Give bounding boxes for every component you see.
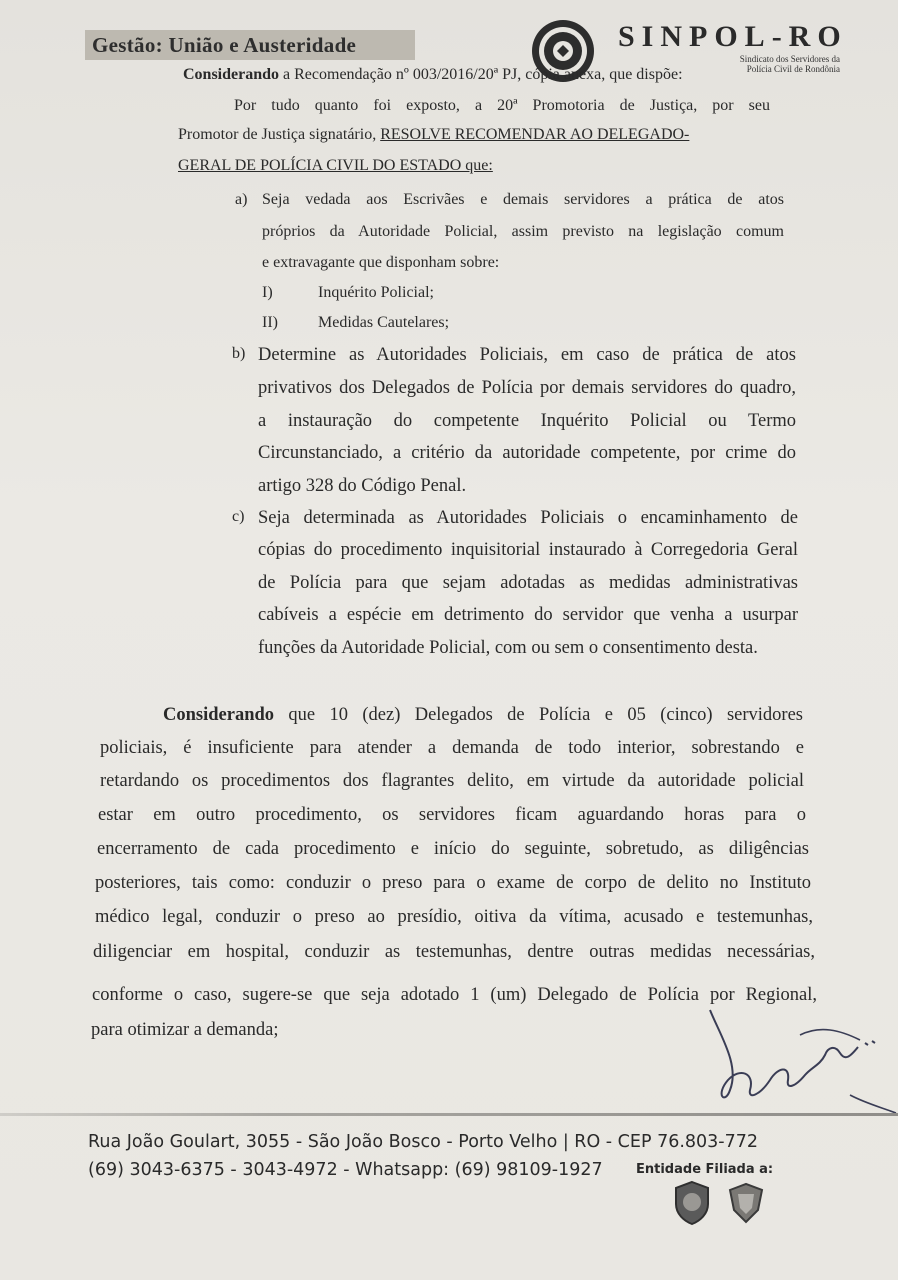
intro-bold: Considerando — [183, 66, 280, 83]
para2-line: conforme o caso, sugere-se que seja adotado 1 (um) Delegado de Polícia por Regional, — [92, 985, 817, 1005]
para1-line: GERAL DE POLÍCIA CIVIL DO ESTADO que: — [178, 157, 493, 174]
item-c-line: Seja determinada as Autoridades Policiais o encaminhamento de — [258, 508, 798, 528]
item-c-line: cópias do procedimento inquisitorial instaurado à Corregedoria Geral — [258, 540, 798, 560]
para1-line: Por tudo quanto foi exposto, a 20ª Promotoria de Justiça, por seu — [234, 97, 770, 114]
brand-subtitle-line: Polícia Civil de Rondônia — [746, 64, 840, 74]
para2-line: encerramento de cada procedimento e início do seguinte, sobretudo, as diligências — [97, 839, 809, 859]
para2-line: posteriores, tais como: conduzir o preso para o exame de corpo de delito no Instituto — [95, 873, 811, 893]
para1-underlined: RESOLVE RECOMENDAR AO DELEGADO- — [380, 126, 690, 143]
para2-line: estar em outro procedimento, os servidores ficam aguardando horas para o — [98, 805, 806, 825]
intro-line — [183, 66, 683, 84]
item-a-line: Seja vedada aos Escrivães e demais servidores a prática de atos — [262, 191, 784, 208]
item-c-line: cabíveis a espécie em detrimento do servidor que venha a usurpar — [258, 605, 798, 625]
para2-line: médico legal, conduzir o preso ao presídio, oitiva da vítima, acusado e testemunhas, — [95, 907, 813, 927]
para2-line: policiais, é insuficiente para atender a demanda de todo interior, sobrestando e — [100, 738, 804, 758]
item-a-line: e extravagante que disponham sobre: — [262, 254, 500, 271]
item-b-line: artigo 328 do Código Penal. — [258, 476, 467, 496]
item-a-line: próprios da Autoridade Policial, assim previsto na legislação comum — [262, 223, 784, 240]
subitem-text: Medidas Cautelares; — [318, 314, 450, 331]
para2-line: retardando os procedimentos dos flagrantes delito, em virtude da autoridade policial — [100, 771, 804, 791]
para2-line: diligenciar em hospital, conduzir as testemunhas, dentre outras medidas necessárias, — [93, 942, 815, 962]
item-b-line: Circunstanciado, a critério da autoridade competente, por crime do — [258, 443, 796, 463]
item-marker: b) — [232, 345, 246, 362]
footer-phones: (69) 3043-6375 - 3043-4972 - Whatsapp: (69) 98109-1927 — [88, 1160, 603, 1180]
affiliated-label: Entidade Filiada a: — [636, 1162, 774, 1177]
item-marker: a) — [235, 191, 248, 208]
para2-rest: que 10 (dez) Delegados de Polícia e 05 (cinco) servidores — [288, 705, 803, 725]
footer-address: Rua João Goulart, 3055 - São João Bosco - Porto Velho | RO - CEP 76.803-772 — [88, 1132, 759, 1152]
item-b-line: a instauração do competente Inquérito Policial ou Termo — [258, 411, 796, 431]
para2-bold: Considerando — [163, 705, 275, 725]
brand-subtitle — [660, 54, 840, 74]
brand-name: SINPOL-RO — [618, 20, 848, 53]
affiliated-entity-shield-icon — [726, 1180, 766, 1226]
management-title: Gestão: União e Austeridade — [92, 33, 357, 57]
item-b-line: privativos dos Delegados de Polícia por demais servidores do quadro, — [258, 378, 796, 398]
item-b-line: Determine as Autoridades Policiais, em caso de prática de atos — [258, 345, 796, 365]
item-c-line: de Polícia para que sejam adotadas as medidas administrativas — [258, 573, 798, 593]
subitem-marker: I) — [262, 284, 273, 301]
brand-subtitle-line: Sindicato dos Servidores da — [739, 54, 840, 64]
affiliated-entity-badge-icon — [672, 1180, 712, 1226]
item-marker: c) — [232, 508, 245, 525]
handwritten-signature — [700, 995, 898, 1125]
para1-plain: Promotor de Justiça signatário, — [178, 126, 377, 143]
para2-line: para otimizar a demanda; — [91, 1020, 279, 1040]
subitem-text: Inquérito Policial; — [318, 284, 434, 301]
footer-divider — [0, 1113, 898, 1116]
para2-line — [163, 705, 803, 726]
item-c-line: funções da Autoridade Policial, com ou sem o consentimento desta. — [258, 638, 758, 658]
intro-rest: a Recomendação nº 003/2016/20ª PJ, cópia anexa, que dispõe: — [283, 66, 683, 83]
subitem-marker: II) — [262, 314, 278, 331]
para1-line — [178, 126, 689, 144]
